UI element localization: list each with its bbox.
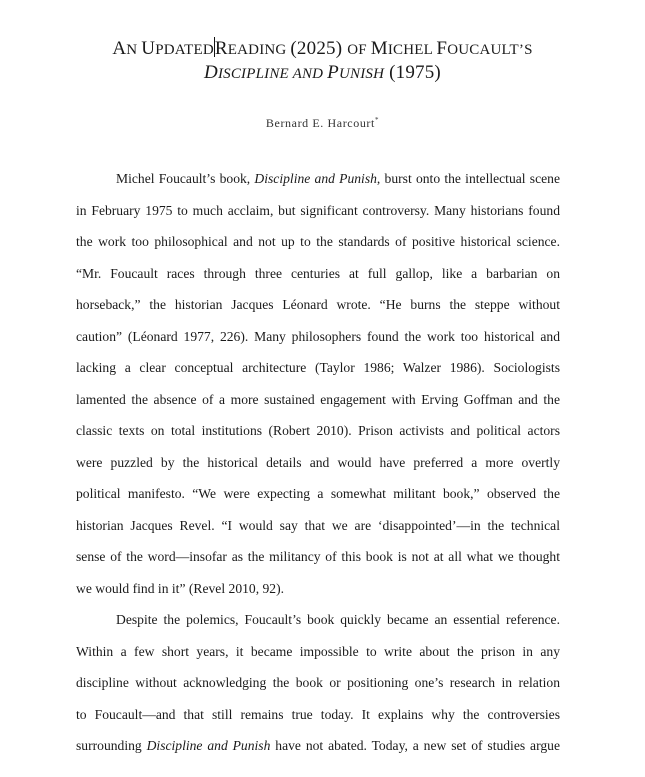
title-capital: R — [214, 38, 228, 59]
author-name: Bernard E. Harcourt — [265, 116, 375, 130]
text-line: the work too philosophical and not up to the standards of positive historical science. — [76, 234, 560, 249]
text-line: lamented the absence of a more sustained engagement with Erving Goffman and the — [76, 391, 560, 407]
book-title-italic: Discipline and Punish — [146, 738, 271, 753]
title-line-2 — [0, 62, 645, 84]
text-line: historian Jacques Revel. “I would say that we are ‘disappointed’—in the technical — [76, 517, 560, 533]
text-segment: have not abated. Today, a new set of studies argue — [270, 738, 560, 753]
title-capital: P — [327, 62, 339, 83]
book-title-italic — [204, 62, 384, 83]
title-line-1 — [0, 37, 645, 60]
author-footnote-mark: * — [374, 116, 380, 124]
text-segment: surrounding — [76, 738, 147, 753]
author-byline — [0, 116, 645, 131]
title-capital: A — [112, 38, 127, 59]
text-line: were puzzled by the historical details and would have preferred a more overtly — [76, 454, 560, 470]
title-smallcaps: PDATED — [155, 42, 214, 58]
text-line: discipline without acknowledging the book or positioning one’s research in relation — [76, 675, 560, 690]
text-line: Within a few short years, it became impossible to write about the prison in any — [76, 643, 560, 659]
title-smallcaps: N — [126, 42, 142, 58]
text-line — [76, 736, 560, 768]
text-line: sense of the word—insofar as the militancy of this book is not at all what we thought — [76, 549, 560, 564]
text-line: political manifesto. “We were expecting a somewhat militant book,” observed the — [76, 486, 560, 501]
text-line: caution” (Léonard 1977, 226). Many philosophers found the work too historical and — [76, 328, 560, 344]
book-title-italic: Discipline and Punish — [254, 171, 377, 186]
title-smallcaps: ICHEL — [387, 42, 437, 58]
title-smallcaps: AND — [292, 66, 328, 82]
title-smallcaps: EADING — [227, 42, 291, 58]
title-text: (2025) — [290, 38, 348, 59]
title-smallcaps: ISCIPLINE — [217, 66, 293, 82]
text-line: lacking a clear conceptual architecture (Taylor 1986; Walzer 1986). Sociologists — [76, 360, 560, 375]
text-line: to Foucault—and that still remains true today. It explains why the controversies — [76, 706, 560, 722]
text-line: in February 1975 to much acclaim, but significant controversy. Many historians found — [76, 202, 560, 218]
text-line: horseback,” the historian Jacques Léonard wrote. “He burns the steppe without — [76, 297, 560, 312]
body-text — [76, 169, 560, 768]
text-line: Despite the polemics, Foucault’s book quickly became an essential reference. — [116, 612, 560, 627]
title-smallcaps: UNISH — [338, 66, 385, 82]
title-smallcaps: OF — [347, 42, 371, 58]
text-line: we would find in it” (Revel 2010, 92). — [76, 580, 285, 596]
title-capital: U — [141, 38, 156, 59]
title-smallcaps: OUCAULT’S — [447, 42, 533, 58]
text-segment: , burst onto the intellectual scene — [376, 171, 560, 186]
title-capital: D — [204, 62, 218, 83]
text-segment: Michel Foucault’s book, — [116, 171, 255, 186]
text-line: “Mr. Foucault races through three centuries at full gallop, like a barbarian on — [76, 265, 560, 281]
title-capital: F — [436, 38, 448, 59]
text-line: classic texts on total institutions (Robert 2010). Prison activists and political actors — [76, 423, 560, 438]
title-capital: M — [370, 38, 388, 59]
title-year: (1975) — [384, 62, 441, 83]
text-line — [76, 169, 560, 201]
